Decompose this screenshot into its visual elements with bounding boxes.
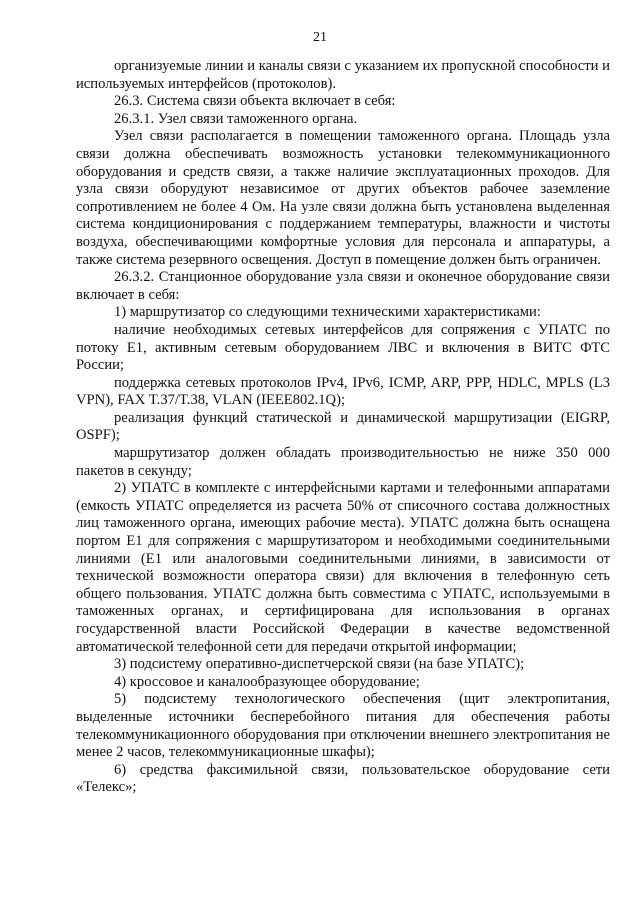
paragraph: 6) средства факсимильной связи, пользовательское оборудование сети «Телекс»; <box>76 761 610 796</box>
paragraph: Узел связи располагается в помещении таможенного органа. Площадь узла связи должна обеспечивать возможность установки телекоммуникационного оборудования и средств связи, а также наличие эксплуатационных проходов. Для узла связи оборудуют независимое от других объектов рабочее заземление сопротивлением не более 4 Ом. На узле связи должна быть установлена выделенная система кондиционирования с поддержанием температуры, влажности и чистоты воздуха, обеспечивающими комфортные условия для персонала и аппаратуры, а также система резервного освещения. Доступ в помещение должен быть ограничен. <box>76 128 610 268</box>
paragraph: реализация функций статической и динамической маршрутизации (EIGRP, OSPF); <box>76 409 610 444</box>
paragraph: 1) маршрутизатор со следующими техническими характеристиками: <box>114 304 541 321</box>
paragraph: поддержка сетевых протоколов IPv4, IPv6, ICMP, ARP, PPP, HDLC, MPLS (L3 VPN), FAX T.37/T.38, VLAN (IEEE802.1Q); <box>76 374 610 409</box>
page-body <box>76 58 610 797</box>
paragraph: 5) подсистему технологического обеспечения (щит электропитания, выделенные источники бесперебойного питания для обеспечения работы телекоммуникационного оборудования при отключении внешнего электропитания не менее 2 часов, телекоммуникационные шкафы); <box>76 691 610 761</box>
paragraph: 2) УПАТС в комплекте с интерфейсными картами и телефонными аппаратами (емкость УПАТС определяется из расчета 50% от списочного состава должностных лиц таможенного органа, имеющих рабочие места). УПАТС должна быть оснащена портом Е1 для сопряжения с маршрутизатором и необходимыми соединительными линиями (Е1 или аналоговыми соединительными линиями, в зависимости от технической возможности оператора связи) для включения в телефонную сеть общего пользования. УПАТС должна быть совместима с УПАТС, используемыми в таможенных органах, и сертифицирована для использования в органах государственной власти Российской Федерации в качестве ведомственной автоматической телефонной сети для передачи открытой информации; <box>76 480 610 655</box>
paragraph: организуемые линии и каналы связи с указанием их пропускной способности и используемых интерфейсов (протоколов). <box>76 58 610 92</box>
page-number: 21 <box>313 30 327 45</box>
paragraph: 26.3.2. Станционное оборудование узла связи и оконечное оборудование связи включает в себя: <box>76 269 610 303</box>
paragraph: 26.3. Система связи объекта включает в себя: <box>114 93 396 110</box>
paragraph: 26.3.1. Узел связи таможенного органа. <box>114 110 358 127</box>
paragraph: 3) подсистему оперативно-диспетчерской связи (на базе УПАТС); <box>114 656 525 673</box>
paragraph: маршрутизатор должен обладать производительностью не ниже 350 000 пакетов в секунду; <box>76 445 610 479</box>
paragraph: 4) кроссовое и каналообразующее оборудование; <box>114 673 420 690</box>
paragraph: наличие необходимых сетевых интерфейсов для сопряжения с УПАТС по потоку Е1, активным сетевым оборудованием ЛВС и включения в ВИТС ФТС России; <box>76 321 610 374</box>
